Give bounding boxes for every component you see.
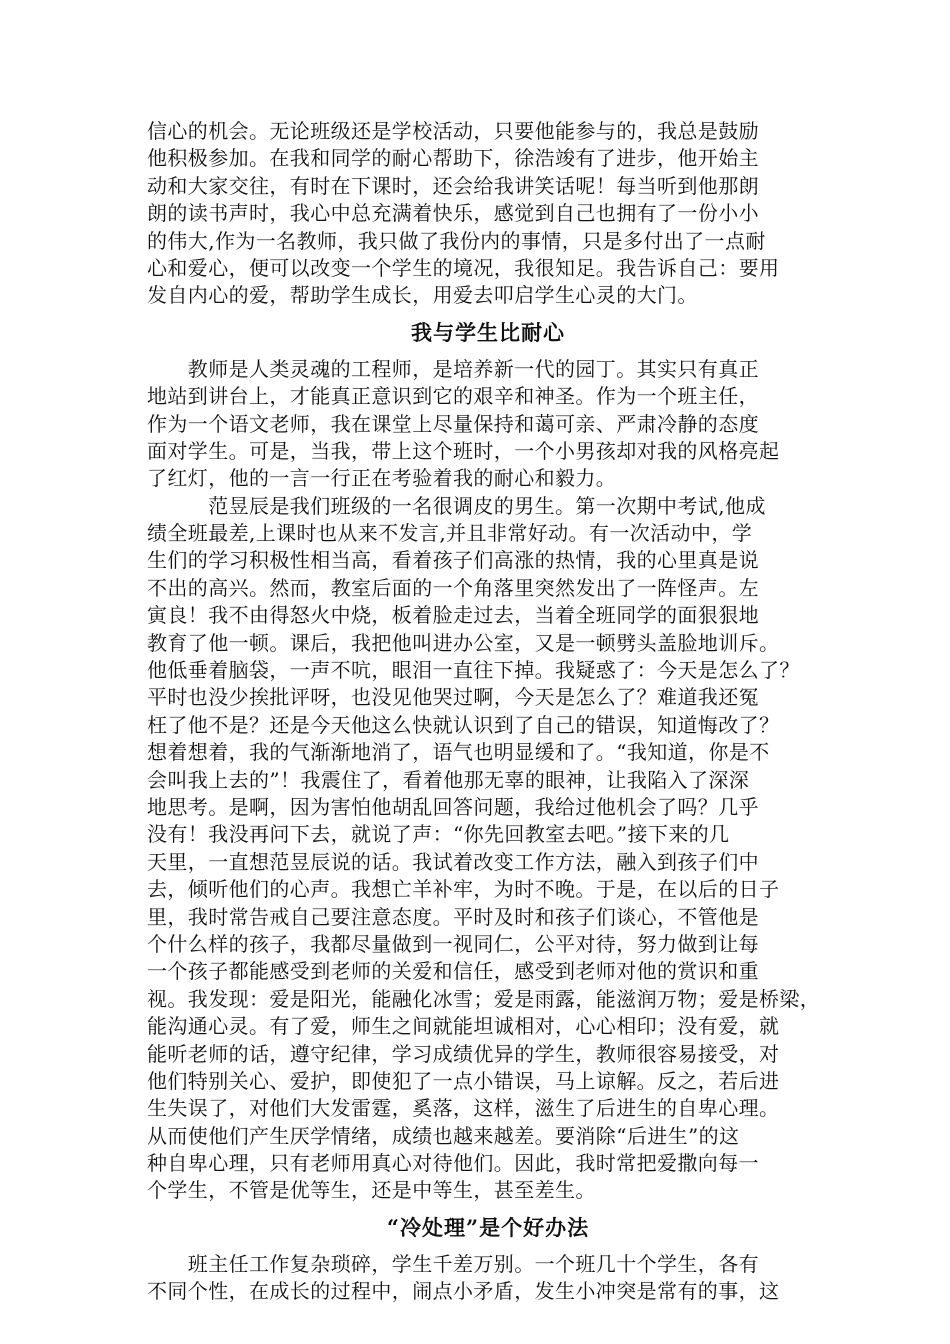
text-line: 能沟通心灵。有了爱，师生之间就能坦诚相对，心心相印；没有爱，就 xyxy=(147,1014,780,1039)
text-line: 个学生，不管是优等生，还是中等生，甚至差生。 xyxy=(147,1178,596,1203)
text-line: 发自内心的爱，帮助学生成长，用爱去叩启学生心灵的大门。 xyxy=(147,283,698,308)
text-line: 不出的高兴。然而，教室后面的一个角落里突然发出了一阵怪声。左 xyxy=(147,575,759,600)
text-line: 生失误了，对他们大发雷霆，奚落，这样，滋生了后进生的自卑心理。 xyxy=(147,1096,780,1121)
text-line: 朗的读书声时，我心中总充满着快乐，感觉到自己也拥有了一份小小 xyxy=(147,201,759,226)
text-line: 心和爱心，便可以改变一个学生的境况，我很知足。我告诉自己：要用 xyxy=(147,255,780,280)
text-line: 寅良！我不由得怒火中烧，板着脸走过去，当着全班同学的面狠狠地 xyxy=(147,603,759,628)
text-line: 想着想着，我的气渐渐地消了，语气也明显缓和了。“我知道，你是不 xyxy=(147,740,770,765)
text-line: 动和大家交往，有时在下课时，还会给我讲笑话呢！每当听到他那朗 xyxy=(147,173,759,198)
text-line: 去，倾听他们的心声。我想亡羊补牢，为时不晚。于是，在以后的日子 xyxy=(147,877,780,902)
text-line: 不同个性，在成长的过程中，闹点小矛盾，发生小冲突是常有的事，这 xyxy=(147,1279,780,1304)
text-line: 里，我时常告戒自己要注意态度。平时及时和孩子们谈心，不管他是 xyxy=(147,904,759,929)
text-line: 面对学生。可是，当我，带上这个班时，一个小男孩却对我的风格亮起 xyxy=(147,438,780,463)
text-line: 地站到讲台上，才能真正意识到它的艰辛和神圣。作为一个班主任， xyxy=(147,384,759,409)
text-line: 从而使他们产生厌学情绪，成绩也越来越差。要消除“后进生”的这 xyxy=(147,1123,740,1148)
text-line: 能听老师的话，遵守纪律，学习成绩优异的学生，教师很容易接受，对 xyxy=(147,1041,780,1066)
text-line: 生们的学习积极性相当高，看着孩子们高涨的热情，我的心里真是说 xyxy=(147,548,759,573)
text-line: 种自卑心理，只有老师用真心对待他们。因此，我时常把爱撒向每一 xyxy=(147,1151,759,1176)
section-heading-cold-handling: “冷处理”是个好办法 xyxy=(386,1214,590,1240)
text-line: 教育了他一顿。课后，我把他叫进办公室，又是一顿劈头盖脸地训斥。 xyxy=(147,630,780,655)
section-heading-patience: 我与学生比耐心 xyxy=(411,319,565,345)
text-line: 视。我发现：爱是阳光，能融化冰雪；爱是雨露，能滋润万物；爱是桥梁， xyxy=(147,986,821,1011)
paragraph-continuation xyxy=(147,118,829,310)
text-line: 天里，一直想范昱辰说的话。我试着改变工作方法，融入到孩子们中 xyxy=(147,849,759,874)
text-line: 枉了他不是？还是今天他这么快就认识到了自己的错误，知道悔改了？ xyxy=(147,712,780,737)
paragraph-cold-handling xyxy=(147,1251,829,1306)
text-line: 会叫我上去的”！我震住了，看着他那无辜的眼神，让我陷入了深深 xyxy=(147,767,750,792)
text-line: 的伟大,作为一名教师，我只做了我份内的事情，只是多付出了一点耐 xyxy=(147,228,766,253)
text-line: 他积极参加。在我和同学的耐心帮助下，徐浩竣有了进步，他开始主 xyxy=(147,146,759,171)
text-line: 信心的机会。无论班级还是学校活动，只要他能参与的，我总是鼓励 xyxy=(147,119,759,143)
text-line: 个什么样的孩子，我都尽量做到一视同仁，公平对待，努力做到让每 xyxy=(147,931,759,956)
text-line: 没有！我没再问下去，就说了声：“你先回教室去吧。”接下来的几 xyxy=(147,822,730,847)
text-line: 作为一个语文老师，我在课堂上尽量保持和蔼可亲、严肃冷静的态度 xyxy=(147,411,759,436)
text-line: 一个孩子都能感受到老师的关爱和信任，感受到老师对他的赏识和重 xyxy=(147,959,759,984)
text-line: 班主任工作复杂琐碎，学生千差万别。一个班几十个学生，各有 xyxy=(147,1251,759,1276)
text-line: 教师是人类灵魂的工程师，是培养新一代的园丁。其实只有真正 xyxy=(147,356,759,381)
text-line: 了红灯，他的一言一行正在考验着我的耐心和毅力。 xyxy=(147,466,617,491)
text-line: 平时也没少挨批评呀，也没见他哭过啊，今天是怎么了？难道我还冤 xyxy=(147,685,759,710)
text-line: 范昱辰是我们班级的一名很调皮的男生。第一次期中考试,他成 xyxy=(147,493,766,518)
text-line: 地思考。是啊，因为害怕他胡乱回答问题，我给过他机会了吗？几乎 xyxy=(147,794,759,819)
text-line: 他们特别关心、爱护，即使犯了一点小错误，马上谅解。反之，若后进 xyxy=(147,1068,780,1093)
text-line: 他低垂着脑袋，一声不吭，眼泪一直往下掉。我疑惑了：今天是怎么了？ xyxy=(147,658,800,683)
document-page xyxy=(147,118,829,1306)
text-line: 绩全班最差,上课时也从来不发言,并且非常好动。有一次活动中，学 xyxy=(147,521,753,546)
paragraph-patience xyxy=(147,356,829,1205)
